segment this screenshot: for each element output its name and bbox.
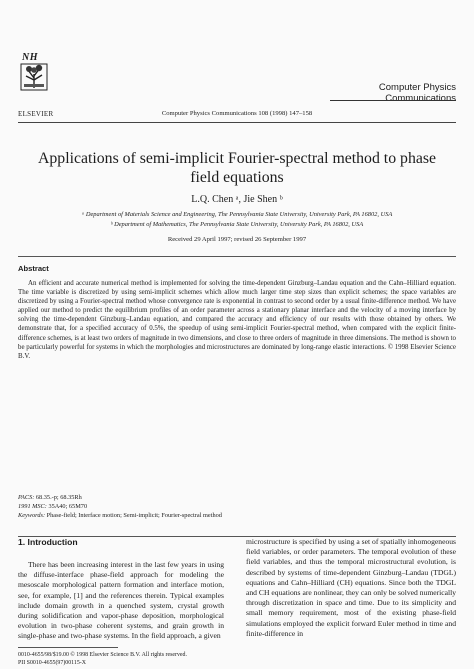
pacs-label: PACS: <box>18 494 35 501</box>
paper-title <box>0 149 474 187</box>
pacs-codes: 68.35.-p; 68.35Rh <box>35 494 82 501</box>
title-line-2: field equations <box>190 169 284 186</box>
footer-rule <box>18 647 118 648</box>
journal-rule <box>330 100 456 101</box>
title-line-1: Applications of semi-implicit Fourier-spectral method to phase <box>37 150 437 167</box>
body-column-right: microstructure is specified by using a set of spatially inhomogeneous field variables, or order parameters. The temporal evolution of these field variables, and thus the temporal microstructural evolution, is described by systems of time-dependent Ginzburg–Landau (TDGL) equations and Cahn–Hilliard (CH) equations. Since both the TDGL and CH equations are nonlinear, they can only be solved numerically through discretization in space and time. Due to its simplicity and small memory requirement, most of the existing phase-field simulations employed the explicit forward Euler method in time and finite-difference in <box>246 537 456 638</box>
section-heading-introduction: 1. Introduction <box>18 537 78 547</box>
abstract-top-rule <box>18 256 456 257</box>
footer-pii: PII S0010-4655(97)00115-X <box>18 660 87 666</box>
authors: L.Q. Chen ᵃ, Jie Shen ᵇ <box>191 194 283 205</box>
header-divider <box>18 122 456 123</box>
elsevier-tree-logo <box>20 56 48 92</box>
journal-title-line-2: Communications <box>385 93 456 104</box>
msc-label: 1991 MSC: <box>18 503 47 510</box>
received-dates: Received 29 April 1997; revised 26 September 1997 <box>167 236 307 243</box>
keywords-label: Keywords: <box>18 512 46 519</box>
journal-citation: Computer Physics Communications 108 (1998) 147–158 <box>161 110 313 117</box>
affiliation-a: ᵃ Department of Materials Science and Engineering, The Pennsylvania State University, University Park, PA 16802, USA <box>81 211 393 218</box>
affiliation-b: ᵇ Department of Mathematics, The Pennsylvania State University, University Park, PA 16802, USA <box>110 221 364 228</box>
keywords-line <box>18 512 222 520</box>
msc-line <box>18 503 87 511</box>
keywords: Phase-field; Interface motion; Semi-implicit; Fourier-spectral method <box>46 512 222 519</box>
msc-codes: 35A40; 65M70 <box>48 503 88 510</box>
abstract-heading: Abstract <box>18 264 49 273</box>
pacs-line <box>18 494 82 502</box>
body-column-left: There has been increasing interest in the last few years in using the diffuse-interface phase-field approach for modeling the mesoscale morphological pattern formation and interface motion, see, for example, [1] and the references therein. Typical examples include domain growth in a quenched system, crystal growth during solidification and vapor-phase deposition, morphological evolution in two-phase coherent systems, and grain growth in single-phase and two-phase systems. In the field approach, a given <box>18 560 224 641</box>
journal-title-line-1: Computer Physics <box>378 82 456 93</box>
publisher-logo-text: NH <box>22 52 38 63</box>
footer-copyright: 0010-4655/98/$19.00 © 1998 Elsevier Science B.V. All rights reserved. <box>18 652 187 658</box>
abstract-text: An efficient and accurate numerical method is implemented for solving the time-dependent Ginzburg–Landau equation and the Cahn–Hilliard equation. The time variable is discretized by using semi-implicit schemes which allow much larger time step sizes than explicit schemes; the space variables are discretized by using a Fourier-spectral method whose convergence rate is exponential in contrast to second order by a usual finite-difference method. We have applied our method to predict the equilibrium profiles of an order parameter across a stationary planar interface and the velocity of a moving interface by solving the time-dependent Ginzburg–Landau equation, and compared the accuracy and efficiency of our results with those obtained by others. We demonstrate that, for a specified accuracy of 0.5%, the speedup of using semi-implicit Fourier-spectral method, when compared with the explicit finite-difference schemes, is at least two orders of magnitude in two dimensions, and close to three orders of magnitude in three dimensions. The method is shown to be particularly powerful for systems in which the morphologies and microstructures are dominated by long-range elastic interactions. © 1998 Elsevier Science B.V. <box>18 280 456 360</box>
publisher-name: ELSEVIER <box>18 110 54 118</box>
